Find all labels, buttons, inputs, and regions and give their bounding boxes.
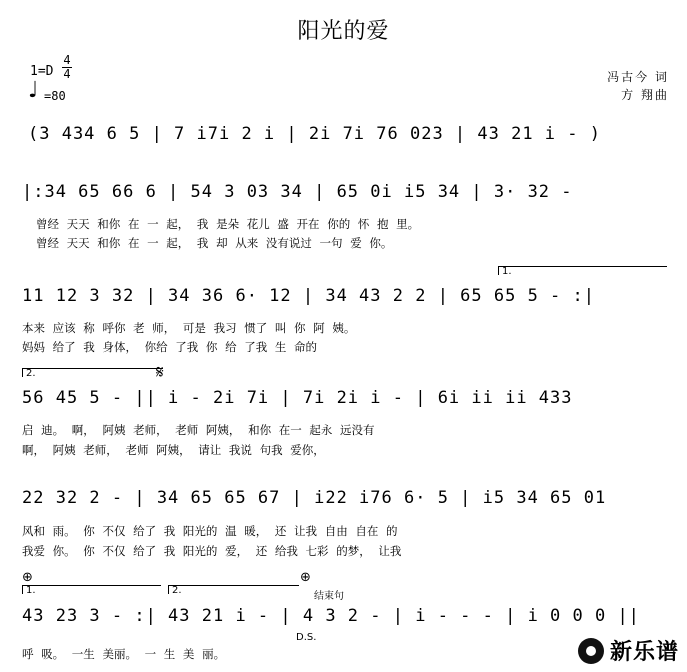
- system-6-lyrics: 呼 吸。 一生 美丽。 一 生 美 丽。: [22, 647, 226, 661]
- system-2-lyrics-verse-1: 曾经 天天 和你 在 一 起， 我 是朵 花儿 盛 开在 你的 怀 抱 里。: [36, 217, 420, 231]
- system-6-music: 43 23 3 - :| 43 21 i - | 4 3 2 - | i - - - | i 0 0 0 ||: [22, 606, 640, 626]
- system-4-lyrics-verse-1: 启 迪。 啊， 阿姨 老师， 老师 阿姨， 和你 在一 起永 远没有: [22, 423, 375, 437]
- dal-segno-mark: D.S.: [296, 632, 317, 643]
- quarter-note-icon: ♩: [28, 78, 39, 103]
- record-disc-icon: [578, 638, 604, 664]
- system-5-music: 22 32 2 - | 34 65 65 67 | i22 i76 6· 5 | i5 34 65 01: [22, 488, 607, 508]
- coda-sign-1: ⊕: [22, 570, 33, 585]
- tempo-marking: =80: [44, 89, 66, 103]
- system-4-music: 56 45 5 - || i - 2i 7i | 7i 2i i - | 6i ii ii 433: [22, 388, 573, 408]
- song-title: 阳光的爱: [297, 19, 390, 44]
- watermark-text: 新乐谱: [609, 640, 679, 665]
- time-signature-bottom: 4: [63, 67, 71, 81]
- volta-bracket-2: [22, 368, 163, 377]
- ending-label: 结束句: [314, 591, 344, 602]
- segno-sign: 𝄋: [156, 362, 164, 383]
- system-3-lyrics-verse-1: 本来 应该 称 呼你 老 师， 可是 我习 惯了 叫 你 阿 姨。: [22, 321, 356, 335]
- volta-bracket-1: [498, 266, 667, 275]
- lyricist-credit: 冯古今 词: [607, 70, 669, 84]
- system-5-lyrics-verse-2: 我爱 你。 你 不仅 给了 我 阳光的 爱， 还 给我 七彩 的梦， 让我: [22, 544, 402, 558]
- system-4-lyrics-verse-2: 啊， 阿姨 老师， 老师 阿姨， 请让 我说 句我 爱你，: [22, 443, 325, 457]
- watermark-logo: [578, 635, 679, 666]
- volta-bracket-2b: [168, 585, 299, 594]
- composer-credit: 方 翔曲: [621, 88, 669, 102]
- time-signature: [62, 54, 72, 81]
- system-1-music: (3 434 6 5 | 7 i7i 2 i | 2i 7i 76 023 | 43 21 i - ): [28, 124, 601, 144]
- time-signature-top: 4: [63, 53, 71, 67]
- system-2-music: |:34 65 66 6 | 54 3 03 34 | 65 0i i5 34 | 3· 32 -: [22, 182, 573, 202]
- volta-1-label: 1.: [502, 266, 512, 277]
- system-2-lyrics-verse-2: 曾经 天天 和你 在 一 起， 我 却 从来 没有说过 一句 爱 你。: [36, 236, 393, 250]
- volta-2-label: 2.: [26, 368, 36, 379]
- coda-sign-2: ⊕: [300, 570, 311, 585]
- volta-1b-label: 1.: [26, 585, 36, 596]
- key-signature: 1=D: [30, 64, 54, 79]
- volta-bracket-1b: [22, 585, 161, 594]
- system-3-music: 11 12 3 32 | 34 36 6· 12 | 34 43 2 2 | 65 65 5 - :|: [22, 286, 595, 306]
- system-3-lyrics-verse-2: 妈妈 给了 我 身体， 你给 了我 你 给 了我 生 命的: [22, 340, 318, 354]
- system-5-lyrics-verse-1: 风和 雨。 你 不仅 给了 我 阳光的 温 暖， 还 让我 自由 自在 的: [22, 524, 398, 538]
- volta-2b-label: 2.: [172, 585, 182, 596]
